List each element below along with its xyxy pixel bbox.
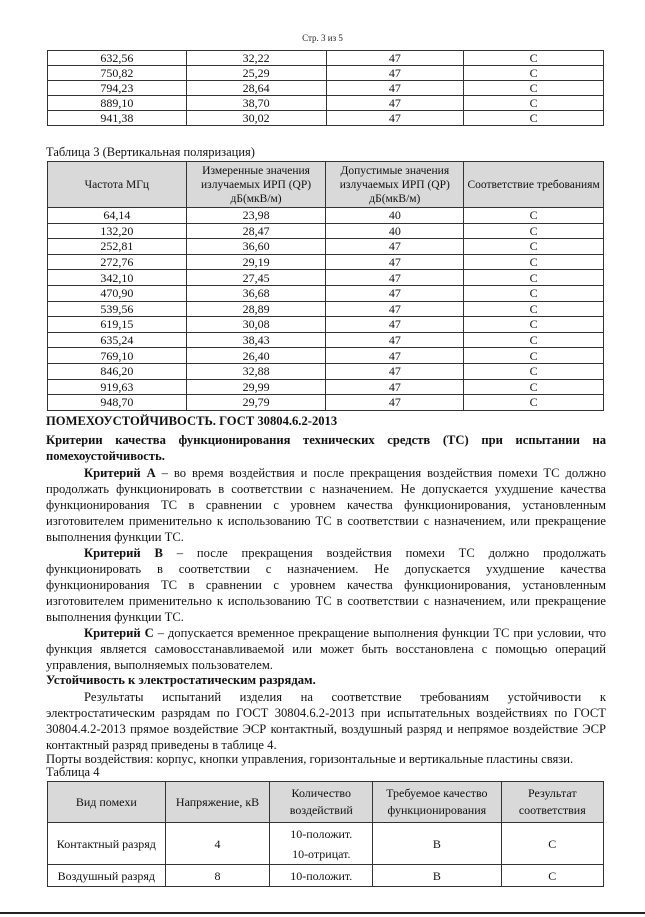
table-row bbox=[48, 301, 604, 317]
page-number: Стр. 3 из 5 bbox=[302, 33, 343, 43]
table-cell: 38,70 bbox=[186, 96, 326, 111]
table-cell: 272,76 bbox=[48, 254, 187, 270]
table-cell: 47 bbox=[326, 270, 464, 286]
table-row bbox=[48, 66, 604, 81]
table3-header-allowed: Допустимые значения излучаемых ИРП (QP) дБ(мкВ/м) bbox=[326, 162, 464, 208]
table-cell: 342,10 bbox=[48, 270, 187, 286]
table-cell: 47 bbox=[326, 96, 464, 111]
table-cell: 948,70 bbox=[48, 395, 187, 411]
table-cell: 941,38 bbox=[48, 111, 187, 126]
continued-table bbox=[47, 50, 604, 126]
table-cell: 38,43 bbox=[186, 332, 326, 348]
table-cell: 29,19 bbox=[186, 254, 326, 270]
criterion-a bbox=[46, 465, 606, 545]
table-row bbox=[48, 395, 604, 411]
table3-header-measured: Измеренные значения излучаемых ИРП (QP) дБ(мкВ/м) bbox=[186, 162, 326, 208]
table3-header-compliance: Соответствие требованиям bbox=[464, 162, 604, 208]
table-cell: 919,63 bbox=[48, 379, 187, 395]
esd-heading: Устойчивость к электростатическим разрядам. bbox=[46, 673, 316, 687]
table-cell: 36,60 bbox=[186, 239, 326, 255]
table-cell: 47 bbox=[326, 348, 464, 364]
table-cell: 23,98 bbox=[186, 208, 326, 224]
table-cell: 47 bbox=[326, 301, 464, 317]
table-cell: 132,20 bbox=[48, 223, 187, 239]
table-row bbox=[48, 254, 604, 270]
table-cell: 47 bbox=[326, 254, 464, 270]
table-row bbox=[48, 348, 604, 364]
table-cell: 40 bbox=[326, 223, 464, 239]
table-cell: 32,88 bbox=[186, 363, 326, 379]
table-cell: Воздушный разряд bbox=[48, 865, 166, 887]
table-cell: 8 bbox=[165, 865, 270, 887]
table4 bbox=[47, 781, 604, 887]
page-bottom-border bbox=[0, 912, 645, 914]
table-cell: С bbox=[464, 285, 604, 301]
criterion-c bbox=[46, 625, 606, 673]
table-row bbox=[48, 363, 604, 379]
table-cell: 32,22 bbox=[186, 51, 326, 66]
table-row bbox=[48, 823, 604, 865]
table-cell: С bbox=[464, 270, 604, 286]
table-cell: 47 bbox=[326, 395, 464, 411]
table-cell: 28,47 bbox=[186, 223, 326, 239]
table-cell: 47 bbox=[326, 66, 464, 81]
criterion-b bbox=[46, 545, 606, 625]
table-cell: 794,23 bbox=[48, 81, 187, 96]
table-cell: 30,02 bbox=[186, 111, 326, 126]
table-cell: 47 bbox=[326, 81, 464, 96]
table-cell: С bbox=[464, 254, 604, 270]
table-cell: 29,79 bbox=[186, 395, 326, 411]
table-cell: С bbox=[464, 332, 604, 348]
table4-header-quality: Требуемое качество функционирования bbox=[373, 782, 501, 823]
table-cell: 889,10 bbox=[48, 96, 187, 111]
table-cell: С bbox=[464, 395, 604, 411]
table-row bbox=[48, 317, 604, 333]
table-cell: В bbox=[373, 823, 501, 865]
table-cell: С bbox=[464, 363, 604, 379]
table-cell: 27,45 bbox=[186, 270, 326, 286]
table-cell: 36,68 bbox=[186, 285, 326, 301]
table-cell: 539,56 bbox=[48, 301, 187, 317]
table-cell: В bbox=[373, 865, 501, 887]
table4-header-result: Результат соответствия bbox=[501, 782, 603, 823]
table-cell: 47 bbox=[326, 239, 464, 255]
criterion-b-label: Критерий В bbox=[84, 546, 163, 560]
table-row bbox=[48, 81, 604, 96]
table3-header-frequency: Частота МГц bbox=[48, 162, 187, 208]
table-cell: С bbox=[464, 317, 604, 333]
table-row bbox=[48, 270, 604, 286]
table-cell: С bbox=[464, 66, 604, 81]
table3 bbox=[47, 161, 604, 411]
table-cell: 28,89 bbox=[186, 301, 326, 317]
table-cell: С bbox=[464, 208, 604, 224]
table-cell: 40 bbox=[326, 208, 464, 224]
table-cell: С bbox=[464, 96, 604, 111]
table-row bbox=[48, 96, 604, 111]
table-cell bbox=[270, 823, 373, 865]
table-row bbox=[48, 208, 604, 224]
table-cell: 619,15 bbox=[48, 317, 187, 333]
table-cell: 47 bbox=[326, 332, 464, 348]
table-cell: 769,10 bbox=[48, 348, 187, 364]
table-cell: 30,08 bbox=[186, 317, 326, 333]
table-cell: С bbox=[501, 865, 603, 887]
table-row bbox=[48, 379, 604, 395]
table-cell: 29,99 bbox=[186, 379, 326, 395]
table-cell: 47 bbox=[326, 285, 464, 301]
esd-paragraph: Результаты испытаний изделия на соответствие требованиям устойчивости к электростатическим разрядам по ГОСТ 30804.6.2-2013 при испытательных воздействиях по ГОСТ 30804.4.2-2013 прямое воздействие ЭСР контактный, воздушный разряд и непрямое воздействие ЭСР контактный разряд приведены в таблице 4. bbox=[46, 690, 606, 753]
table4-caption: Таблица 4 bbox=[46, 765, 100, 779]
table4-header-type: Вид помехи bbox=[48, 782, 166, 823]
table-row bbox=[48, 51, 604, 66]
table4-header-voltage: Напряжение, кВ bbox=[165, 782, 270, 823]
table-cell: Контактный разряд bbox=[48, 823, 166, 865]
table-cell: 10-положит. bbox=[270, 865, 373, 887]
table-cell: 47 bbox=[326, 111, 464, 126]
section-heading: ПОМЕХОУСТОЙЧИВОСТЬ. ГОСТ 30804.6.2-2013 bbox=[46, 414, 338, 428]
criteria-heading: Критерии качества функционирования технических средств (ТС) при испытании на помехоустойчивость. bbox=[46, 433, 606, 464]
table-cell: С bbox=[464, 239, 604, 255]
table-cell: 28,64 bbox=[186, 81, 326, 96]
table-cell: 47 bbox=[326, 379, 464, 395]
criterion-b-text: – после прекращения воздействия помехи ТС должно продолжать функционировать в соответствии с назначением. Не допускается ухудшение качества функционирования ТС в сравнении с уровнем качества функционирования, установленным изготовителем применительно к использованию ТС в соответствии с назначением, или прекращение выполнения функции ТС. bbox=[46, 546, 606, 625]
ports-line: Порты воздействия: корпус, кнопки управления, горизонтальные и вертикальные пластины связи. bbox=[46, 752, 574, 766]
table-cell: С bbox=[464, 223, 604, 239]
criterion-c-text: – допускается временное прекращение выполнения функции ТС при условии, что функция является самовосстанавливаемой или может быть восстановлена с помощью операций управления, выполняемых пользователем. bbox=[46, 626, 606, 673]
table4-header-count: Количество воздействий bbox=[270, 782, 373, 823]
table-cell: С bbox=[464, 51, 604, 66]
table-cell: 635,24 bbox=[48, 332, 187, 348]
table-cell: 632,56 bbox=[48, 51, 187, 66]
table-cell: 470,90 bbox=[48, 285, 187, 301]
table-cell: 64,14 bbox=[48, 208, 187, 224]
table-cell: 25,29 bbox=[186, 66, 326, 81]
table-cell: С bbox=[464, 81, 604, 96]
table-row bbox=[48, 223, 604, 239]
table3-caption: Таблица 3 (Вертикальная поляризация) bbox=[46, 145, 255, 159]
criterion-a-label: Критерий А bbox=[84, 466, 156, 480]
table-row bbox=[48, 111, 604, 126]
criterion-a-text: – во время воздействия и после прекращения воздействия помехи ТС должно продолжать функционировать в соответствии с назначением. Не допускается ухудшение качества функционирования ТС в сравнении с уровнем качества функционирования, установленным изготовителем применительно к использованию ТС в соответствии с назначением, или прекращение выполнения функции ТС. bbox=[46, 466, 607, 545]
count-negative: 10-отрицат. bbox=[292, 846, 351, 861]
table-row bbox=[48, 239, 604, 255]
table-cell: С bbox=[464, 348, 604, 364]
count-positive: 10-положит. bbox=[290, 826, 353, 841]
table-row bbox=[48, 285, 604, 301]
table-cell: 750,82 bbox=[48, 66, 187, 81]
table-cell: 47 bbox=[326, 317, 464, 333]
table-cell: 47 bbox=[326, 51, 464, 66]
table-cell: 4 bbox=[165, 823, 270, 865]
table-cell: 846,20 bbox=[48, 363, 187, 379]
table-cell: С bbox=[464, 111, 604, 126]
table-row bbox=[48, 332, 604, 348]
criterion-c-label: Критерий С bbox=[84, 626, 154, 640]
table-cell: С bbox=[464, 379, 604, 395]
table-cell: 26,40 bbox=[186, 348, 326, 364]
table-cell: 47 bbox=[326, 363, 464, 379]
table-cell: С bbox=[501, 823, 603, 865]
table-row bbox=[48, 865, 604, 887]
table-cell: 252,81 bbox=[48, 239, 187, 255]
table-cell: С bbox=[464, 301, 604, 317]
